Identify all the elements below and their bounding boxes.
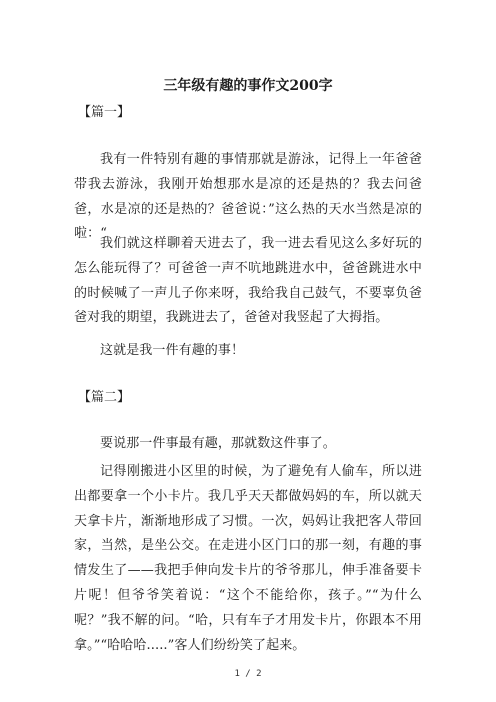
document-title: 三年级有趣的事作文200字 (163, 78, 333, 94)
section-1-paragraph-2: 我们就这样聊着天进去了，我一进去看见这么多好玩的怎么能玩得了？可爸爸一声不吭地跳进水中，爸爸跳进水中的时候喊了一声儿子你来呀，我给我自己鼓气，不要辜负爸爸对我的期望，我跳进去了，爸爸对我竖起了大拇指。 (74, 236, 422, 326)
page-number: 1 / 2 (234, 669, 262, 679)
section-1-paragraph-1: 我有一件特别有趣的事情那就是游泳，记得上一年爸爸带我去游泳，我刚开始想那水是凉的还是热的？我去问爸爸，水是凉的还是热的？爸爸说：”这么热的天水当然是凉的啦：“ (74, 152, 422, 242)
section-2-paragraph-1: 要说那一件事最有趣，那就数这件事了。 (100, 436, 336, 451)
section-heading-2: 【篇二】 (78, 390, 131, 405)
section-1-paragraph-3: 这就是我一件有趣的事！ (100, 343, 245, 358)
section-2-paragraph-2: 记得刚搬进小区里的时候，为了避免有人偷车，所以进出都要拿一个小卡片。我几乎天天都做妈妈的车，所以就天天拿卡片，渐渐地形成了习惯。一次，妈妈让我把客人带回家，当然，是坐公交。在走进小区门口的那一刻，有趣的事情发生了——我把手伸向发卡片的爷爷那儿，伸手准备要卡片呢！但爷爷笑着说：“这个不能给你，孩子。”“为什么呢？”我不解的问。“哈，只有车子才用发卡片，你跟本不用拿。”“哈哈哈.....”客人们纷纷笑了起来。 (74, 464, 422, 653)
section-heading-1: 【篇一】 (78, 105, 131, 120)
